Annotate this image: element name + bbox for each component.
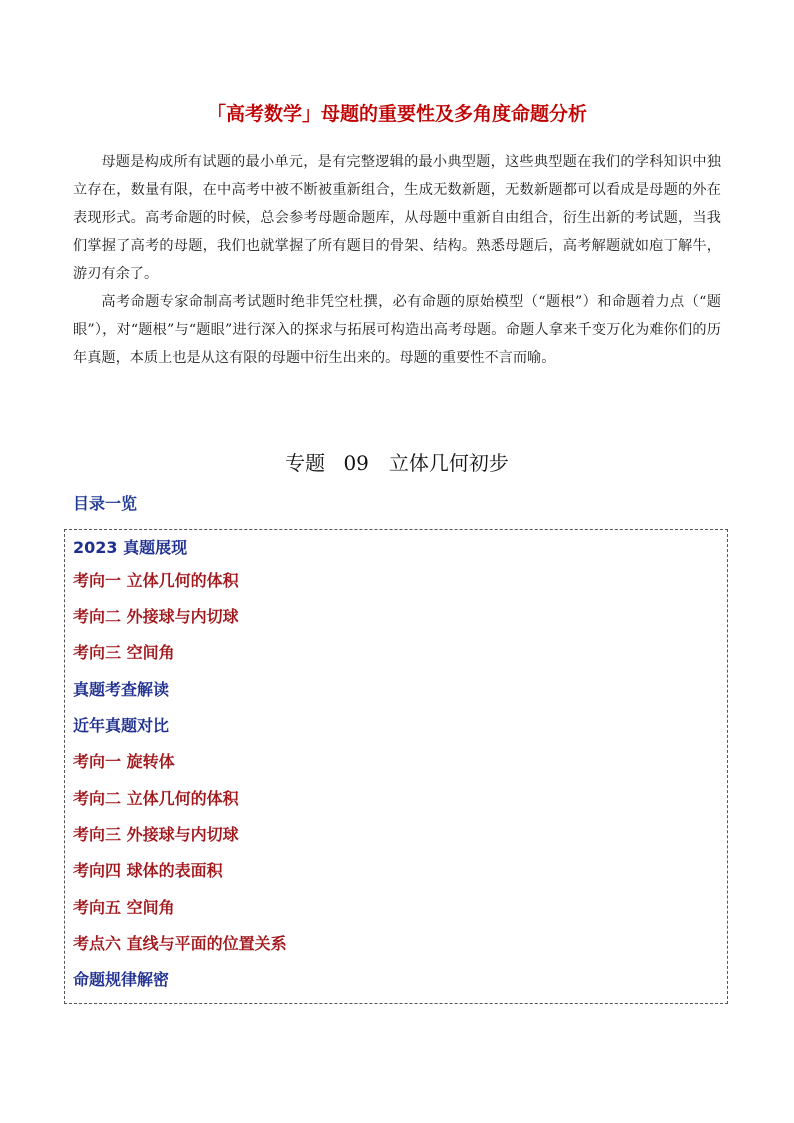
toc-item-direction-3-angle[interactable]: 考向三 空间角: [73, 643, 175, 662]
toc-item-rotation-body[interactable]: 考向一 旋转体: [73, 752, 175, 771]
toc-item-line-plane[interactable]: 考点六 直线与平面的位置关系: [73, 934, 287, 953]
toc-item-volume[interactable]: 考向二 立体几何的体积: [73, 789, 239, 808]
intro-paragraph-2: 高考命题专家命制高考试题时绝非凭空杜撰，必有命题的原始模型（“题根”）和命题着力点（“题眼”），对“题根”与“题眼”进行深入的探求与拓展可构造出高考母题。命题人拿来千变万化为难你们的历年真题，本质上也是从这有限的母题中衍生出来的。母题的重要性不言而喻。: [73, 294, 721, 366]
table-of-contents: [64, 529, 728, 1004]
toc-item-direction-2-spheres[interactable]: 考向二 外接球与内切球: [73, 607, 239, 626]
toc-item-2023-exam[interactable]: 2023 真题展现: [73, 538, 188, 557]
toc-item-spheres[interactable]: 考向三 外接球与内切球: [73, 825, 239, 844]
toc-item-pattern-decode[interactable]: 命题规律解密: [73, 970, 170, 989]
toc-heading: 目录一览: [73, 494, 138, 513]
toc-item-direction-1-volume[interactable]: 考向一 立体几何的体积: [73, 571, 239, 590]
toc-item-sphere-surface[interactable]: 考向四 球体的表面积: [73, 861, 223, 880]
toc-item-recent-comparison[interactable]: 近年真题对比: [73, 716, 170, 735]
document-title: 「高考数学」母题的重要性及多角度命题分析: [206, 103, 587, 125]
toc-item-space-angle[interactable]: 考向五 空间角: [73, 898, 175, 917]
intro-section: [73, 148, 721, 372]
toc-item-exam-analysis[interactable]: 真题考查解读: [73, 680, 170, 699]
topic-title: 专题 09 立体几何初步: [285, 451, 509, 475]
intro-paragraph-1: 母题是构成所有试题的最小单元，是有完整逻辑的最小典型题，这些典型题在我们的学科知识中独立存在，数量有限，在中高考中被不断被重新组合，生成无数新题，无数新题都可以看成是母题的外在表现形式。高考命题的时候，总会参考母题命题库，从母题中重新自由组合，衍生出新的考试题，当我们掌握了高考的母题，我们也就掌握了所有题目的骨架、结构。熟悉母题后，高考解题就如庖丁解牛，游刃有余了。: [73, 154, 721, 282]
